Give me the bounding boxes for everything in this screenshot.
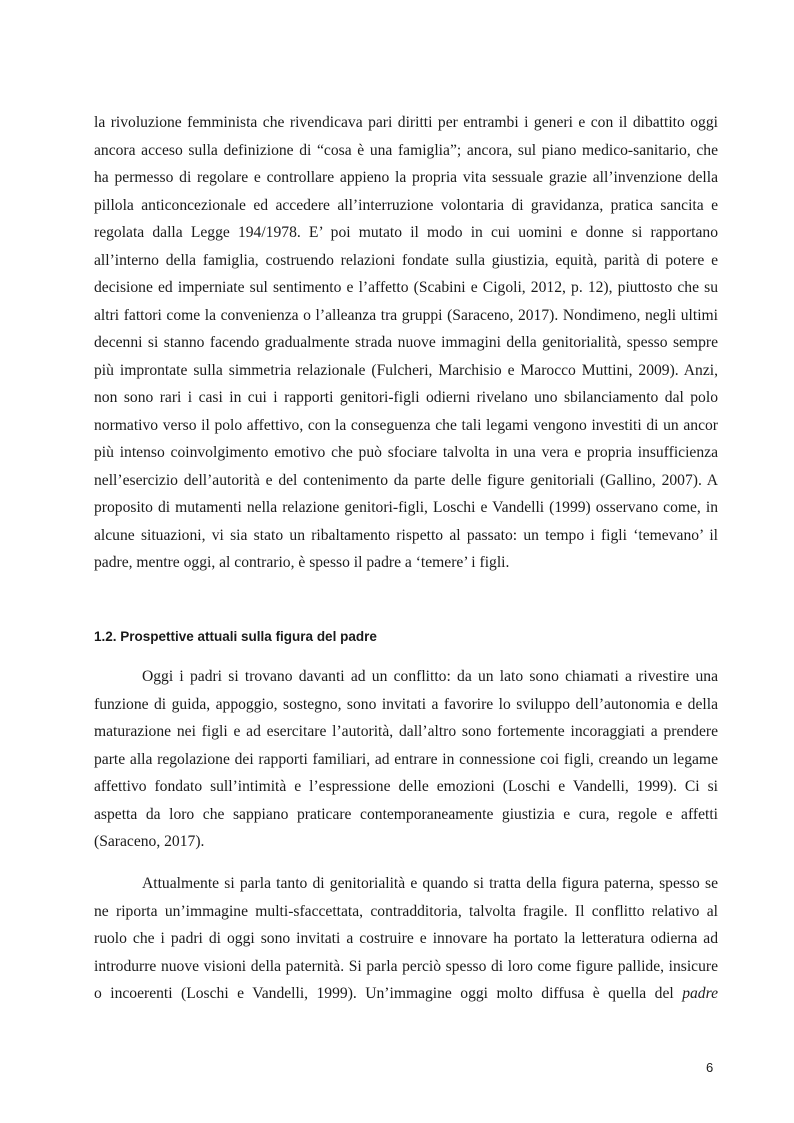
text-line: introdurre nuove visioni della paternità. Si parla perciò spesso di loro come figure pallide, insicure bbox=[94, 957, 718, 975]
text-line: aspetta da loro che sappiano praticare contemporaneamente giustizia e cura, regole e affetti bbox=[94, 805, 718, 823]
text-line: nell’esercizio dell’autorità e del contenimento da parte delle figure genitoriali (Gallino, 2007). A bbox=[94, 471, 718, 489]
paragraph-3 bbox=[94, 870, 718, 1008]
text-line: proposito di mutamenti nella relazione genitori-figli, Loschi e Vandelli (1999) osservano come, in bbox=[94, 499, 718, 516]
text-line: più improntate sulla simmetria relazionale (Fulcheri, Marchisio e Marocco Muttini, 2009). Anzi, bbox=[94, 361, 718, 379]
italic-word: padre bbox=[682, 985, 718, 1002]
text-line: decenni si stanno facendo gradualmente strada nuove immagini della genitorialità, spesso sempre bbox=[94, 334, 718, 351]
text-line: ha permesso di regolare e controllare appieno la propria vita sessuale grazie all’invenzione della bbox=[94, 169, 718, 186]
text-line: all’interno della famiglia, costruendo relazioni fondate sulla giustizia, equità, parità di potere e bbox=[94, 251, 718, 269]
text-line: affettivo fondato sull’intimità e l’espressione delle emozioni (Loschi e Vandelli, 1999). Ci si bbox=[94, 778, 718, 795]
text-line: decisione ed imperniate sul sentimento e l’affetto (Scabini e Cigoli, 2012, p. 12), piuttosto che su bbox=[94, 279, 718, 296]
text-line: (Saraceno, 2017). bbox=[94, 833, 205, 850]
paragraph-2 bbox=[94, 663, 718, 856]
text-line: ne riporta un’immagine multi-sfaccettata, contradditoria, talvolta fragile. Il conflitto relativo al bbox=[94, 902, 718, 920]
text-line: la rivoluzione femminista che rivendicava pari diritti per entrambi i generi e con il dibattito oggi bbox=[94, 114, 718, 131]
text-line: altri fattori come la convenienza o l’alleanza tra gruppi (Saraceno, 2017). Nondimeno, negli ultimi bbox=[94, 306, 718, 324]
text-line: normativo verso il polo affettivo, con la conseguenza che tali legami vengono investiti di un ancor bbox=[94, 416, 718, 434]
page-number: 6 bbox=[706, 1060, 714, 1075]
text-line bbox=[94, 980, 718, 1008]
section-heading: 1.2. Prospettive attuali sulla figura del padre bbox=[94, 629, 377, 644]
text-line: regolata dalla Legge 194/1978. E’ poi mutato il modo in cui uomini e donne si rapportano bbox=[94, 224, 718, 241]
text-line: pillola anticoncezionale ed accedere all’interruzione volontaria di gravidanza, pratica sancita e bbox=[94, 196, 718, 214]
text-line: funzione di guida, appoggio, sostegno, sono invitati a favorire lo sviluppo dell’autonomia e della bbox=[94, 695, 718, 713]
text-line: Attualmente si parla tanto di genitorialità e quando si tratta della figura paterna, spesso se bbox=[142, 875, 718, 892]
text-line: alcune situazioni, vi sia stato un ribaltamento rispetto al passato: un tempo i figli ‘temevano’ il bbox=[94, 526, 718, 544]
text-line: non sono rari i casi in cui i rapporti genitori-figli odierni rivelano uno sbilanciamento dal polo bbox=[94, 389, 718, 406]
text-line: padre, mentre oggi, al contrario, è spesso il padre a ‘temere’ i figli. bbox=[94, 554, 510, 571]
text-line: maturazione nei figli e ad esercitare l’autorità, dall’altro sono fortemente incoraggiati a prendere bbox=[94, 723, 718, 740]
text-line: Oggi i padri si trovano davanti ad un conflitto: da un lato sono chiamati a rivestire una bbox=[142, 668, 718, 685]
text-line: ancora acceso sulla definizione di “cosa è una famiglia”; ancora, sul piano medico-sanitario, che bbox=[94, 141, 718, 159]
paragraph-1 bbox=[94, 109, 718, 577]
text-span: o incoerenti (Loschi e Vandelli, 1999). Un’immagine oggi molto diffusa è quella del bbox=[94, 985, 674, 1002]
text-line: parte alla regolazione dei rapporti familiari, ad entrare in connessione coi figli, creando un legame bbox=[94, 750, 718, 768]
text-line: ruolo che i padri di oggi sono invitati a costruire e innovare ha portato la letteratura odierna ad bbox=[94, 930, 718, 947]
text-line: più intenso coinvolgimento emotivo che può sfociare talvolta in una vera e propria insufficienza bbox=[94, 444, 718, 461]
